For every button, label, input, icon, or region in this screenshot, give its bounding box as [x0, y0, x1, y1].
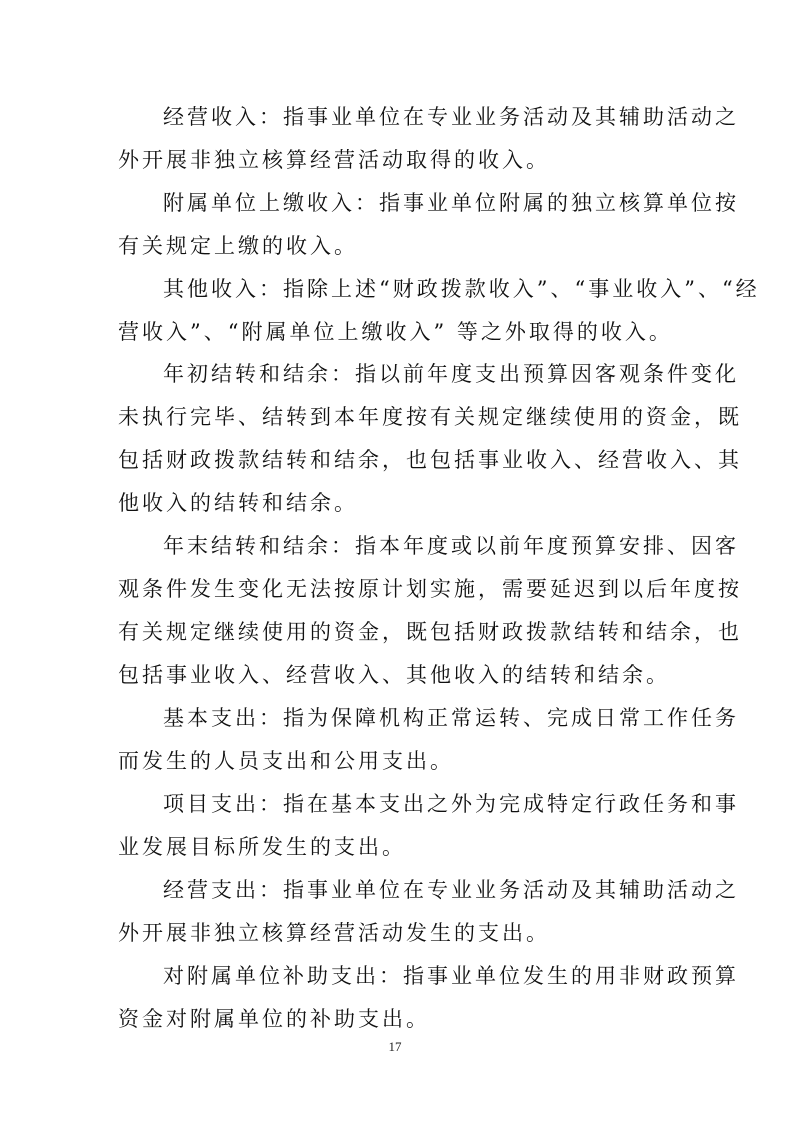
paragraph-4-line-2: 未执行完毕、结转到本年度按有关规定继续使用的资金，既 [118, 405, 742, 429]
paragraph-2-line-1: 附属单位上缴收入：指事业单位附属的独立核算单位按 [163, 191, 739, 215]
page-number: 17 [388, 1039, 402, 1054]
paragraph-5-line-4: 包括事业收入、经营收入、其他收入的结转和结余。 [118, 663, 670, 687]
paragraph-5-line-3: 有关规定继续使用的资金，既包括财政拨款结转和结余，也 [118, 620, 742, 644]
paragraph-3-line-2: 营收入”、“附属单位上缴收入” 等之外取得的收入。 [118, 320, 673, 344]
paragraph-2-line-2: 有关规定上缴的收入。 [118, 234, 358, 258]
paragraph-8-line-2: 外开展非独立核算经营活动发生的支出。 [118, 921, 550, 945]
paragraph-4-line-4: 他收入的结转和结余。 [118, 491, 358, 515]
paragraph-1-line-1: 经营收入：指事业单位在专业业务活动及其辅助活动之 [163, 105, 739, 129]
paragraph-5-line-1: 年末结转和结余：指本年度或以前年度预算安排、因客 [163, 534, 739, 558]
paragraph-5-line-2: 观条件发生变化无法按原计划实施，需要延迟到以后年度按 [118, 577, 742, 601]
paragraph-3-line-1: 其他收入：指除上述“财政拨款收入”、“事业收入”、“经 [163, 277, 760, 301]
paragraph-1-line-2: 外开展非独立核算经营活动取得的收入。 [118, 148, 550, 172]
paragraph-7-line-1: 项目支出：指在基本支出之外为完成特定行政任务和事 [163, 792, 739, 816]
paragraph-8-line-1: 经营支出：指事业单位在专业业务活动及其辅助活动之 [163, 878, 739, 902]
paragraph-4-line-3: 包括财政拨款结转和结余，也包括事业收入、经营收入、其 [118, 448, 742, 472]
paragraph-6-line-2: 而发生的人员支出和公用支出。 [118, 749, 454, 773]
paragraph-4-line-1: 年初结转和结余：指以前年度支出预算因客观条件变化 [163, 362, 739, 386]
paragraph-9-line-2: 资金对附属单位的补助支出。 [118, 1007, 430, 1031]
paragraph-6-line-1: 基本支出：指为保障机构正常运转、完成日常工作任务 [163, 706, 739, 730]
paragraph-9-line-1: 对附属单位补助支出：指事业单位发生的用非财政预算 [163, 964, 739, 988]
paragraph-7-line-2: 业发展目标所发生的支出。 [118, 835, 406, 859]
